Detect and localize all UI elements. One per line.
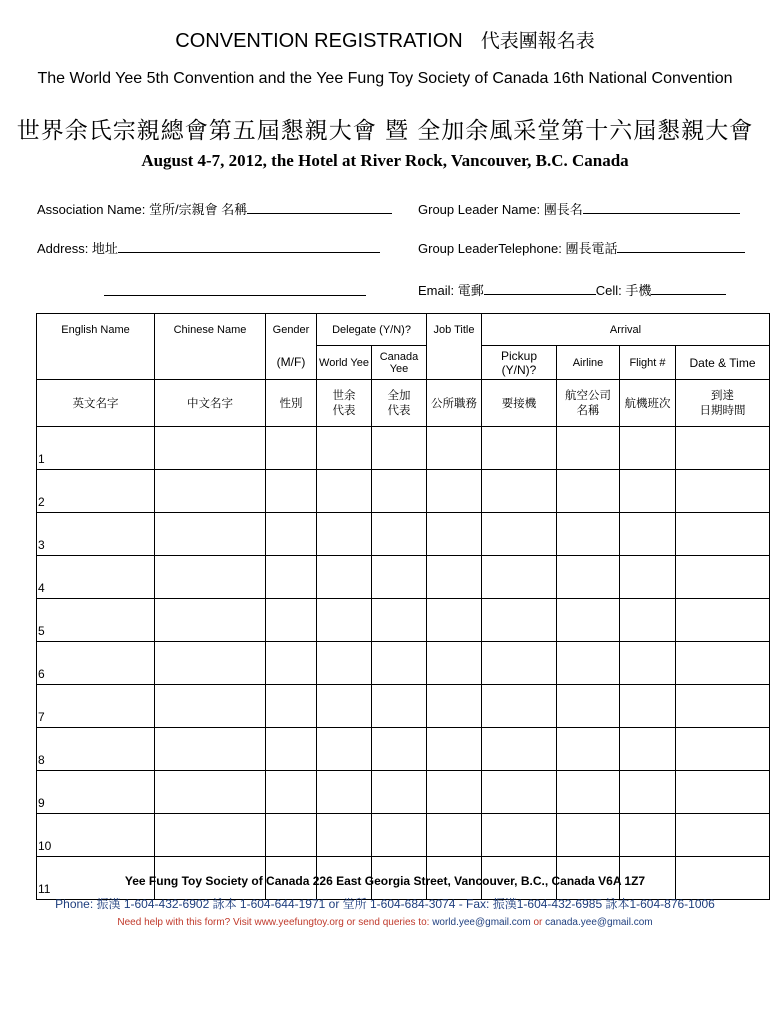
footer-email-canada[interactable]: canada.yee@gmail.com [545, 917, 653, 928]
table-row [37, 556, 770, 599]
entry-cell[interactable] [557, 728, 620, 771]
entry-cell[interactable] [155, 427, 266, 470]
entry-cell[interactable] [557, 513, 620, 556]
entry-cell[interactable] [155, 728, 266, 771]
entry-cell[interactable] [427, 685, 482, 728]
row-number-cell[interactable]: 10 [37, 814, 155, 857]
address-field[interactable] [37, 238, 380, 257]
header-row-2 [37, 346, 770, 380]
entry-cell[interactable] [482, 771, 557, 814]
entry-cell[interactable] [676, 556, 770, 599]
entry-cell[interactable] [266, 771, 317, 814]
header-row-zh [37, 380, 770, 427]
entry-cell[interactable] [317, 814, 372, 857]
entry-cell[interactable] [676, 728, 770, 771]
row-number-cell[interactable]: 4 [37, 556, 155, 599]
entry-cell[interactable] [620, 728, 676, 771]
entry-cell[interactable] [317, 556, 372, 599]
col-gender: Gender [266, 314, 317, 346]
entry-cell[interactable] [676, 470, 770, 513]
entry-cell[interactable] [317, 599, 372, 642]
col-chinese-name-cont [155, 346, 266, 380]
page-title [0, 26, 770, 53]
entry-cell[interactable] [372, 513, 427, 556]
entry-cell[interactable] [266, 470, 317, 513]
table-row [37, 642, 770, 685]
footer-or: or [533, 917, 543, 928]
entry-cell[interactable] [372, 642, 427, 685]
group-leader-telephone-field[interactable] [418, 238, 745, 257]
entry-cell[interactable] [317, 771, 372, 814]
col-airline-zh: 航空公司 名稱 [557, 380, 620, 427]
entry-cell[interactable] [482, 642, 557, 685]
col-flight: Flight # [620, 346, 676, 380]
entry-cell[interactable] [372, 728, 427, 771]
row-number-cell[interactable]: 8 [37, 728, 155, 771]
entry-cell[interactable] [317, 470, 372, 513]
entry-cell[interactable] [427, 642, 482, 685]
title-en: CONVENTION REGISTRATION [175, 30, 463, 52]
col-english-name-zh: 英文名字 [37, 380, 155, 427]
entry-cell[interactable] [620, 685, 676, 728]
entry-cell[interactable] [155, 470, 266, 513]
entry-cell[interactable] [155, 771, 266, 814]
header-row-1 [37, 314, 770, 346]
entry-cell[interactable] [676, 685, 770, 728]
row-number-cell[interactable]: 3 [37, 513, 155, 556]
col-english-name-cont [37, 346, 155, 380]
entry-cell[interactable] [676, 771, 770, 814]
entry-cell[interactable] [620, 642, 676, 685]
email-line[interactable] [484, 282, 596, 295]
entry-cell[interactable] [676, 427, 770, 470]
entry-cell[interactable] [620, 427, 676, 470]
entry-cell[interactable] [266, 642, 317, 685]
col-gender-zh: 性別 [266, 380, 317, 427]
col-world-yee: World Yee [317, 346, 372, 380]
group-leader-telephone-label: Group LeaderTelephone: 團長電話 [418, 241, 618, 256]
table-row [37, 513, 770, 556]
entry-cell[interactable] [427, 814, 482, 857]
footer-phone: Phone: 振漢 1-604-432-6902 詠本 1-604-644-1971 or 堂所 1-604-684-3074 - Fax: 振漢1-604-432-6985 詠本1-604-876-1006 [55, 897, 715, 911]
entry-cell[interactable] [317, 685, 372, 728]
table-row [37, 771, 770, 814]
entry-cell[interactable] [557, 814, 620, 857]
entry-cell[interactable] [676, 642, 770, 685]
entry-cell[interactable] [155, 814, 266, 857]
col-chinese-name: Chinese Name [155, 314, 266, 346]
entry-cell[interactable] [372, 771, 427, 814]
entry-cell[interactable] [557, 685, 620, 728]
entry-cell[interactable] [482, 685, 557, 728]
entry-cell[interactable] [427, 427, 482, 470]
col-english-name: English Name [37, 314, 155, 346]
entry-cell[interactable] [676, 513, 770, 556]
entry-cell[interactable] [482, 728, 557, 771]
col-canada-yee-zh: 全加 代表 [372, 380, 427, 427]
row-number-cell[interactable]: 9 [37, 771, 155, 814]
table-row [37, 470, 770, 513]
association-name-label: Association Name: 堂所/宗親會 名稱 [37, 202, 248, 217]
email-field[interactable] [418, 280, 726, 299]
entry-cell[interactable] [427, 470, 482, 513]
group-leader-name-label: Group Leader Name: 團長名 [418, 202, 583, 217]
entry-cell[interactable] [620, 470, 676, 513]
footer-address: Yee Fung Toy Society of Canada 226 East Georgia Street, Vancouver, B.C., Canada V6A 1Z7 [124, 874, 646, 888]
entry-cell[interactable] [372, 599, 427, 642]
col-gender-mf: (M/F) [266, 346, 317, 380]
cell-line[interactable] [651, 282, 726, 295]
subtitle: The World Yee 5th Convention and the Yee Fung Toy Society of Canada 16th National Convention [37, 70, 733, 87]
entry-cell[interactable] [155, 685, 266, 728]
email-label: Email: 電郵 [418, 283, 484, 298]
entry-cell[interactable] [427, 513, 482, 556]
table-row [37, 685, 770, 728]
table-row [37, 599, 770, 642]
entry-cell[interactable] [266, 513, 317, 556]
entry-cell[interactable] [155, 556, 266, 599]
entry-cell[interactable] [372, 685, 427, 728]
entry-cell[interactable] [372, 470, 427, 513]
table-body [37, 427, 770, 900]
entry-cell[interactable] [557, 599, 620, 642]
entry-cell[interactable] [155, 642, 266, 685]
entry-cell[interactable] [482, 599, 557, 642]
chinese-title: 世界余氏宗親總會第五屆懇親大會 暨 全加余風采堂第十六屆懇親大會 [16, 118, 754, 144]
entry-cell[interactable] [266, 814, 317, 857]
entry-cell[interactable] [557, 470, 620, 513]
col-flight-zh: 航機班次 [620, 380, 676, 427]
col-world-yee-zh: 世余 代表 [317, 380, 372, 427]
entry-cell[interactable] [266, 728, 317, 771]
entry-cell[interactable] [482, 814, 557, 857]
date-venue: August 4-7, 2012, the Hotel at River Rock, Vancouver, B.C. Canada [141, 151, 629, 170]
entry-cell[interactable] [427, 556, 482, 599]
entry-cell[interactable] [620, 814, 676, 857]
table-row [37, 728, 770, 771]
group-leader-name-field[interactable] [418, 199, 740, 218]
footer-help-text: Need help with this form? Visit www.yeefungtoy.org or send queries to: [117, 917, 430, 928]
col-delegate: Delegate (Y/N)? [317, 314, 427, 346]
association-name-line[interactable] [247, 201, 392, 214]
entry-cell[interactable] [317, 728, 372, 771]
entry-cell[interactable] [557, 427, 620, 470]
row-number-cell[interactable]: 1 [37, 427, 155, 470]
entry-cell[interactable] [317, 427, 372, 470]
entry-cell[interactable] [372, 556, 427, 599]
registration-table [36, 313, 770, 900]
col-airline: Airline [557, 346, 620, 380]
entry-cell[interactable] [620, 513, 676, 556]
entry-cell[interactable] [372, 427, 427, 470]
row-number-cell[interactable]: 7 [37, 685, 155, 728]
entry-cell[interactable] [372, 814, 427, 857]
entry-cell[interactable] [482, 556, 557, 599]
col-canada-yee: Canada Yee [372, 346, 427, 380]
entry-cell[interactable] [620, 556, 676, 599]
col-date-time: Date & Time [676, 346, 770, 380]
col-arrival: Arrival [482, 314, 770, 346]
footer-help [0, 917, 770, 928]
row-number-cell[interactable]: 11 [37, 857, 155, 900]
association-name-field[interactable] [37, 199, 392, 218]
col-job-title-cont [427, 346, 482, 380]
entry-cell[interactable] [266, 427, 317, 470]
entry-cell[interactable] [620, 599, 676, 642]
entry-cell[interactable] [482, 470, 557, 513]
col-pickup: Pickup (Y/N)? [482, 346, 557, 380]
col-job-title: Job Title [427, 314, 482, 346]
entry-cell[interactable] [676, 599, 770, 642]
entry-cell[interactable] [427, 771, 482, 814]
entry-cell[interactable] [427, 599, 482, 642]
table-row [37, 427, 770, 470]
col-date-time-zh: 到達 日期時間 [676, 380, 770, 427]
group-leader-name-line[interactable] [583, 201, 740, 214]
address-line[interactable] [118, 240, 380, 253]
row-number-cell[interactable]: 6 [37, 642, 155, 685]
entry-cell[interactable] [155, 599, 266, 642]
group-leader-telephone-line[interactable] [617, 240, 745, 253]
entry-cell[interactable] [266, 685, 317, 728]
entry-cell[interactable] [266, 599, 317, 642]
address-line-2[interactable] [104, 283, 366, 296]
address-label: Address: 地址 [37, 241, 118, 256]
entry-cell[interactable] [557, 642, 620, 685]
entry-cell[interactable] [317, 513, 372, 556]
entry-cell[interactable] [676, 814, 770, 857]
col-pickup-zh: 要接機 [482, 380, 557, 427]
entry-cell[interactable] [482, 513, 557, 556]
entry-cell[interactable] [266, 556, 317, 599]
footer-email-world[interactable]: world.yee@gmail.com [432, 917, 531, 928]
row-number-cell[interactable]: 2 [37, 470, 155, 513]
table-row [37, 814, 770, 857]
entry-cell[interactable] [317, 642, 372, 685]
entry-cell[interactable] [482, 427, 557, 470]
entry-cell[interactable] [427, 728, 482, 771]
title-zh: 代表團報名表 [480, 30, 595, 52]
entry-cell[interactable] [620, 771, 676, 814]
col-chinese-name-zh: 中文名字 [155, 380, 266, 427]
entry-cell[interactable] [557, 556, 620, 599]
cell-label: Cell: 手機 [595, 283, 652, 298]
col-job-title-zh: 公所職務 [427, 380, 482, 427]
entry-cell[interactable] [155, 513, 266, 556]
entry-cell[interactable] [557, 771, 620, 814]
row-number-cell[interactable]: 5 [37, 599, 155, 642]
